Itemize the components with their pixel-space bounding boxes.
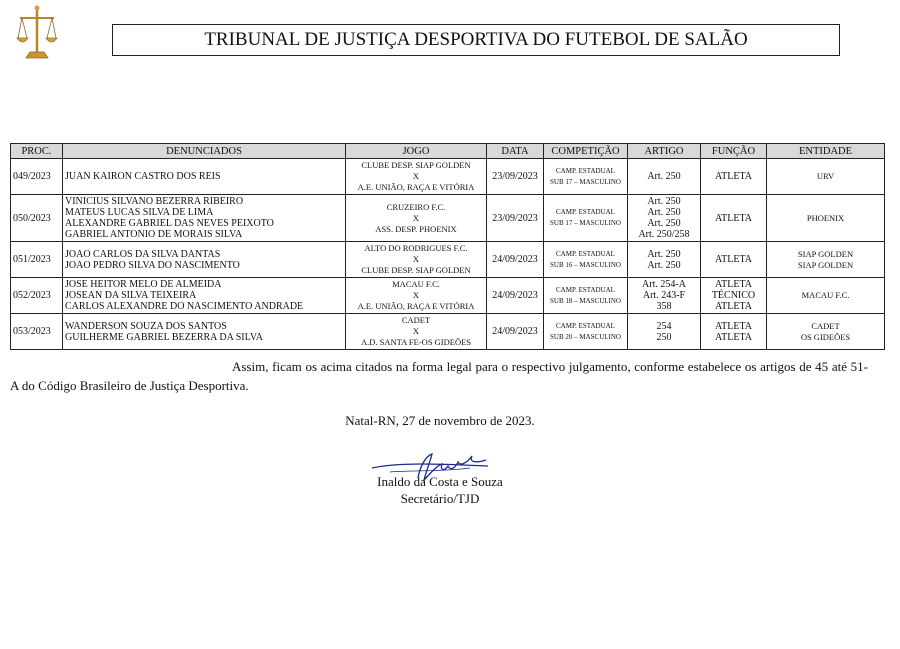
entidade-cell [767,278,885,314]
funcao-cell [701,314,767,350]
table-row [11,314,885,350]
jogo-cell-line: X [412,290,420,300]
competicao-cell-line: CAMP. ESTADUAL [556,249,615,258]
processes-table [10,143,885,350]
competicao-cell-line: SUB 18 – MASCULINO [550,296,621,305]
proc-cell: 050/2023 [11,195,63,242]
competicao-cell [544,242,628,278]
entidade-cell [767,314,885,350]
denunciados-cell [63,242,346,278]
funcao-cell-line: ATLETA [715,320,752,332]
artigo-cell [628,314,701,350]
artigo-cell-line: 254 [656,320,672,332]
jogo-cell-line: A.E. UNIÃO, RAÇA E VITÓRIA [357,182,475,192]
artigo-cell [628,195,701,242]
jogo-cell-line: CLUBE DESP. SIAP GOLDEN [361,265,471,275]
entidade-cell-line: URV [816,171,835,181]
jogo-cell-line: ALTO DO RODRIGUES F.C. [364,243,468,253]
column-header: DENUNCIADOS [63,144,346,159]
entidade-cell-line: CADET [811,320,840,331]
funcao-cell-line: ATLETA [715,254,752,265]
column-header: DATA [487,144,544,159]
artigo-cell-line: Art. 250 [647,248,681,260]
competicao-cell-line: CAMP. ESTADUAL [556,208,615,216]
denunciados-cell [63,195,346,242]
entidade-cell [767,159,885,195]
jogo-cell [346,195,487,242]
funcao-cell [701,159,767,195]
artigo-cell-line: Art. 250 [647,196,681,207]
data-cell: 24/09/2023 [487,242,544,278]
jogo-cell-line: X [412,254,420,264]
jogo-cell [346,278,487,314]
column-header: PROC. [11,144,63,159]
data-cell: 24/09/2023 [487,278,544,314]
page-title: TRIBUNAL DE JUSTIÇA DESPORTIVA DO FUTEBOL DE SALÃO [112,24,840,56]
jogo-cell-line: X [412,326,420,336]
artigo-cell-line: Art. 254-A [642,279,686,290]
competicao-cell [544,278,628,314]
funcao-cell [701,195,767,242]
jogo-cell-line: CRUZEIRO F.C. [386,201,446,212]
denunciados-cell-line: JOSE HEITOR MELO DE ALMEIDA [65,279,222,290]
signer-name: Inaldo da Costa e Souza [377,474,503,489]
column-header: ENTIDADE [767,144,885,159]
jogo-cell-line: CLUBE DESP. SIAP GOLDEN [361,160,471,170]
entidade-cell-line: OS GIDEÕES [800,331,851,342]
entidade-cell [767,195,885,242]
jogo-cell-line: CADET [401,315,431,325]
artigo-cell-line: Art. 250 [647,218,681,229]
artigo-cell-line: 250 [656,331,672,343]
scales-of-justice-icon [16,4,58,60]
proc-cell: 049/2023 [11,159,63,195]
column-header: ARTIGO [628,144,701,159]
data-cell: 24/09/2023 [487,314,544,350]
jogo-cell-line: A.E. UNIÃO, RAÇA E VITÓRIA [357,301,475,311]
signature-block [370,473,510,507]
denunciados-cell-line: JOSEAN DA SILVA TEIXEIRA [65,290,197,301]
data-cell: 23/09/2023 [487,195,544,242]
entidade-cell [767,242,885,278]
competicao-cell-line: SUB 17 – MASCULINO [550,219,621,227]
artigo-cell-line: 358 [656,301,672,312]
denunciados-cell-line: GABRIEL ANTONIO DE MORAIS SILVA [65,229,243,240]
denunciados-cell-line: GUILHERME GABRIEL BEZERRA DA SILVA [65,331,263,343]
competicao-cell-line: CAMP. ESTADUAL [556,285,615,294]
artigo-cell [628,159,701,195]
funcao-cell [701,278,767,314]
jogo-cell-line: A.D. SANTA FE-OS GIDEÕES [360,337,472,347]
artigo-cell-line: Art. 250 [647,207,681,218]
competicao-cell-line: SUB 20 – MASCULINO [550,332,621,341]
column-header: COMPETIÇÃO [544,144,628,159]
table-row [11,159,885,195]
signer-role: Secretário/TJD [400,491,480,506]
table-row [11,242,885,278]
table-header-row [11,144,885,159]
entidade-cell-line: SIAP GOLDEN [797,248,854,259]
denunciados-cell-line: JUAN KAIRON CASTRO DOS REIS [65,171,221,182]
jogo-cell [346,159,487,195]
table-row [11,278,885,314]
competicao-cell [544,314,628,350]
jogo-cell-line: X [412,171,420,181]
jogo-cell-line: X [412,212,420,223]
entidade-cell-line: SIAP GOLDEN [797,259,854,270]
funcao-cell-line: ATLETA [715,301,752,312]
competicao-cell-line: SUB 16 – MASCULINO [550,260,621,269]
funcao-cell-line: TÉCNICO [711,290,756,301]
artigo-cell-line: Art. 250/258 [638,229,690,240]
competicao-cell-line: SUB 17 – MASCULINO [550,177,621,186]
denunciados-cell [63,278,346,314]
proc-cell: 053/2023 [11,314,63,350]
artigo-cell [628,242,701,278]
jogo-cell [346,314,487,350]
denunciados-cell [63,314,346,350]
competicao-cell-line: CAMP. ESTADUAL [556,321,615,330]
funcao-cell-line: ATLETA [715,331,752,343]
proc-cell: 052/2023 [11,278,63,314]
funcao-cell [701,242,767,278]
denunciados-cell-line: ALEXANDRE GABRIEL DAS NEVES PEIXOTO [65,218,274,229]
column-header: JOGO [346,144,487,159]
artigo-cell-line: Art. 250 [647,171,681,182]
jogo-cell-line: ASS. DESP. PHOENIX [375,223,457,234]
column-header: FUNÇÃO [701,144,767,159]
funcao-cell-line: ATLETA [715,212,752,224]
jogo-cell-line: MACAU F.C. [392,279,440,289]
denunciados-cell-line: CARLOS ALEXANDRE DO NASCIMENTO ANDRADE [65,301,304,312]
proc-cell: 051/2023 [11,242,63,278]
denunciados-cell-line: JOAO CARLOS DA SILVA DANTAS [65,248,221,260]
competicao-cell [544,159,628,195]
denunciados-cell-line: VINICIUS SILVANO BEZERRA RIBEIRO [65,196,244,207]
funcao-cell-line: ATLETA [715,279,752,290]
denunciados-cell-line: JOAO PEDRO SILVA DO NASCIMENTO [65,259,240,271]
artigo-cell-line: Art. 250 [647,259,681,271]
competicao-cell-line: CAMP. ESTADUAL [556,166,615,175]
table-row [11,195,885,242]
denunciados-cell-line: MATEUS LUCAS SILVA DE LIMA [65,207,214,218]
entidade-cell-line: MACAU F.C. [801,290,850,300]
competicao-cell [544,195,628,242]
entidade-cell-line: PHOENIX [806,212,845,223]
funcao-cell-line: ATLETA [715,171,752,182]
place-date: Natal-RN, 27 de novembro de 2023. [345,413,535,428]
data-cell: 23/09/2023 [487,159,544,195]
artigo-cell [628,278,701,314]
jogo-cell [346,242,487,278]
denunciados-cell [63,159,346,195]
denunciados-cell-line: WANDERSON SOUZA DOS SANTOS [65,320,227,332]
artigo-cell-line: Art. 243-F [642,290,686,301]
body-paragraph: Assim, ficam os acima citados na forma legal para o respectivo julgamento, conforme estabelece os artigos de 45 até 51-A do Código Brasileiro de Justiça Desportiva. [10,359,868,393]
